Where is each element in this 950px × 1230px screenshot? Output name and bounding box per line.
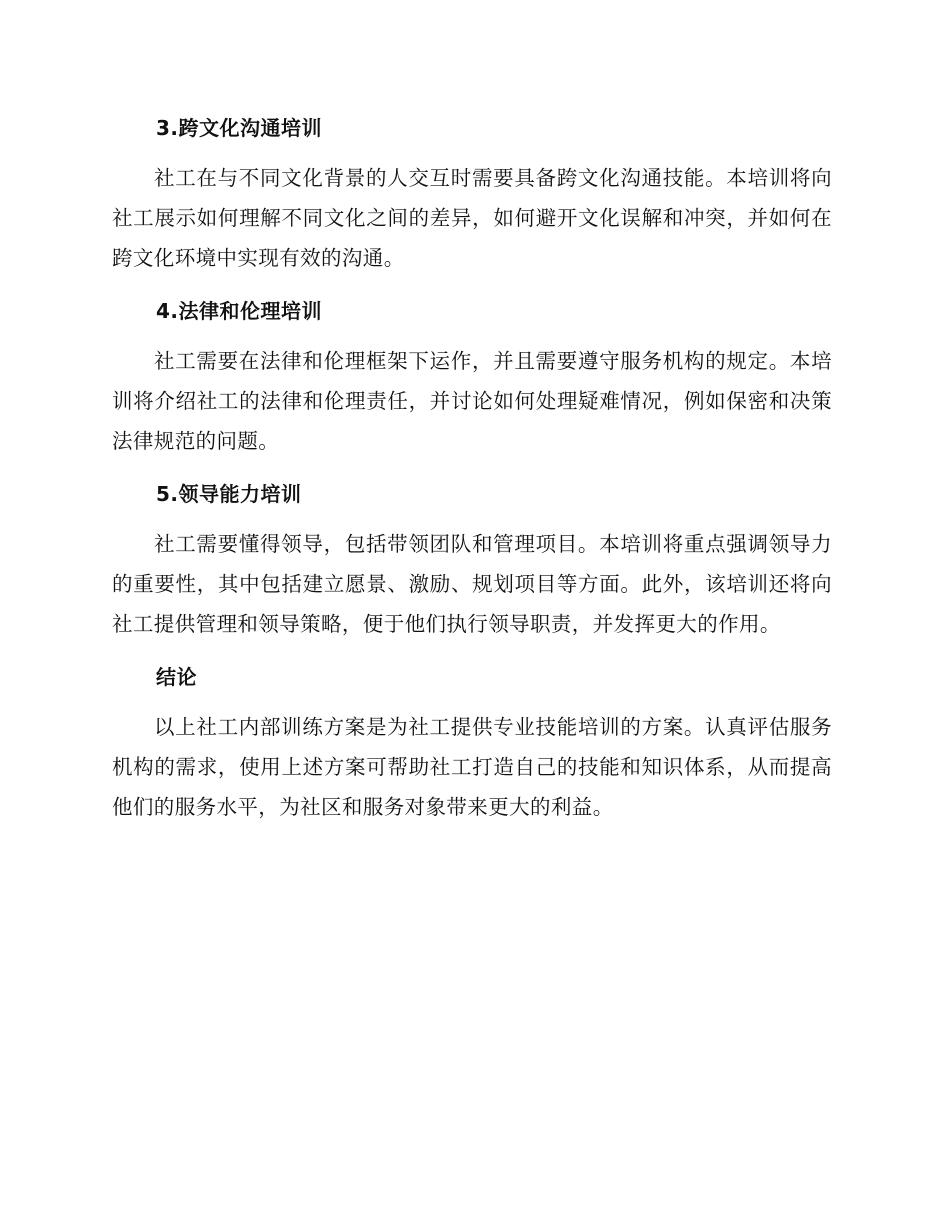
document-body — [112, 109, 832, 827]
section-heading-cross-cultural: 3.跨文化沟通培训 — [156, 116, 323, 140]
section-heading-conclusion: 结论 — [156, 665, 197, 689]
section-paragraph-law-ethics: 社工需要在法律和伦理框架下运作，并且需要遵守服务机构的规定。本培训将介绍社工的法律和伦理责任，并讨论如何处理疑难情况，例如保密和决策法律规范的问题。 — [112, 349, 832, 453]
section-heading-law-ethics: 4.法律和伦理培训 — [156, 299, 323, 323]
section-paragraph-conclusion: 以上社工内部训练方案是为社工提供专业技能培训的方案。认真评估服务机构的需求，使用上述方案可帮助社工打造自己的技能和知识体系，从而提高他们的服务水平，为社区和服务对象带来更大的利益。 — [112, 715, 832, 819]
section-paragraph-cross-cultural: 社工在与不同文化背景的人交互时需要具备跨文化沟通技能。本培训将向社工展示如何理解不同文化之间的差异，如何避开文化误解和冲突，并如何在跨文化环境中实现有效的沟通。 — [112, 166, 832, 270]
section-paragraph-leadership: 社工需要懂得领导，包括带领团队和管理项目。本培训将重点强调领导力的重要性，其中包括建立愿景、激励、规划项目等方面。此外，该培训还将向社工提供管理和领导策略，便于他们执行领导职责，并发挥更大的作用。 — [112, 532, 832, 636]
section-heading-leadership: 5.领导能力培训 — [156, 482, 302, 506]
